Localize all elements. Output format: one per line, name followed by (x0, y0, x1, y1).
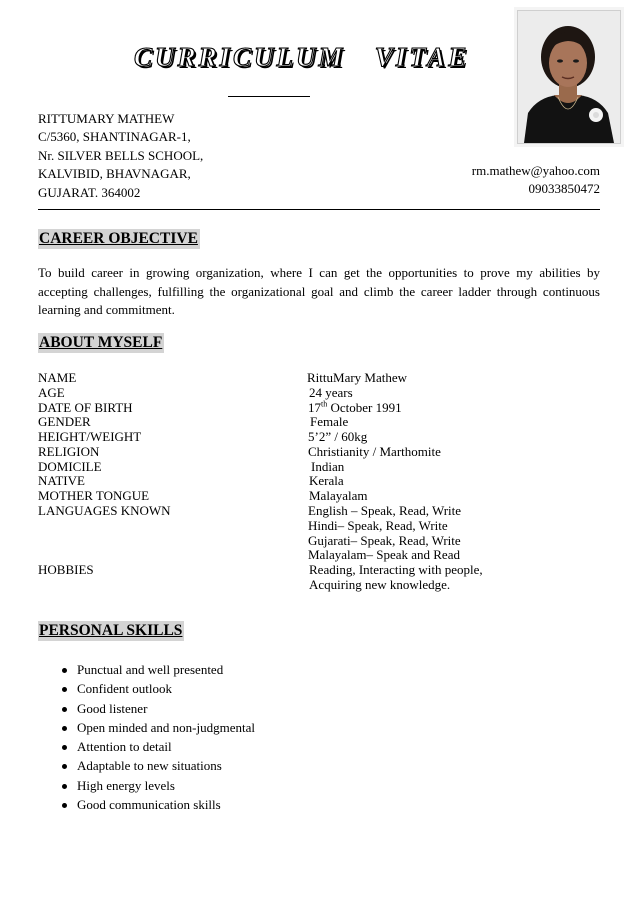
name-value: RittuMary Mathew (307, 370, 408, 385)
dob-day: 17 (308, 400, 321, 415)
height-weight-label: HEIGHT/WEIGHT (38, 429, 142, 444)
bullet-icon (62, 745, 67, 750)
about-myself-heading: ABOUT MYSELF (39, 334, 163, 351)
career-objective-heading: CAREER OBJECTIVE (39, 230, 198, 247)
skill-text: Good listener (77, 700, 148, 716)
phone-number: 09033850472 (528, 181, 600, 197)
native-label: NATIVE (38, 473, 85, 488)
personal-skills-heading: PERSONAL SKILLS (39, 622, 183, 639)
list-item (62, 776, 255, 795)
header-divider (38, 209, 600, 210)
mother-tongue-value: Malayalam (309, 488, 368, 503)
list-item (62, 660, 255, 679)
religion-value: Christianity / Marthomite (308, 444, 441, 459)
skill-text: Adaptable to new situations (77, 758, 222, 774)
age-label: AGE (38, 385, 65, 400)
address-line: C/5360, SHANTINAGAR-1, (38, 129, 191, 145)
title-underline (228, 96, 310, 97)
skill-text: Confident outlook (77, 681, 172, 697)
religion-label: RELIGION (38, 444, 100, 459)
bullet-icon (62, 707, 67, 712)
hobbies-value (309, 563, 483, 593)
gender-label: GENDER (38, 414, 91, 429)
address-block (38, 110, 203, 202)
language-item: Malayalam– Speak and Read (308, 547, 460, 563)
skill-text: Attention to detail (77, 739, 172, 755)
address-line: KALVIBID, BHAVNAGAR, (38, 166, 191, 182)
list-item (62, 737, 255, 756)
age-value: 24 years (309, 385, 353, 400)
address-line: Nr. SILVER BELLS SCHOOL, (38, 147, 204, 163)
skill-text: Punctual and well presented (77, 662, 224, 677)
list-item (62, 756, 255, 775)
domicile-label: DOMICILE (38, 459, 102, 474)
languages-value (308, 504, 461, 563)
dob-label: DATE OF BIRTH (38, 400, 133, 415)
bullet-icon (62, 764, 67, 769)
page-title: CURRICULUM VITAE (134, 42, 470, 72)
dob-month-year: October 1991 (330, 400, 402, 415)
list-item (62, 795, 255, 814)
list-item (62, 718, 255, 737)
language-item: Gujarati– Speak, Read, Write (308, 532, 461, 548)
skill-text: High energy levels (77, 777, 175, 793)
personal-skills-list (62, 660, 255, 814)
gender-value: Female (310, 414, 349, 429)
applicant-name: RITTUMARY MATHEW (38, 111, 175, 126)
name-label: NAME (38, 370, 77, 385)
domicile-value: Indian (311, 459, 345, 474)
height-weight-value: 5’2” / 60kg (308, 429, 368, 444)
bullet-icon (62, 726, 67, 731)
portrait-photo (517, 10, 621, 144)
portrait-icon (518, 11, 620, 143)
hobbies-label: HOBBIES (38, 562, 94, 577)
dob-suffix: th (321, 399, 328, 409)
language-item: Hindi– Speak, Read, Write (308, 517, 448, 533)
bullet-icon (62, 668, 67, 673)
career-objective-text: To build career in growing organization, where I can get the opportunities to prove my abilities by accepting challenges, fulfilling the organizational goal and climb the career ladder through continuous learning and commitment. (38, 265, 600, 317)
address-line: GUJARAT. 364002 (38, 184, 141, 200)
languages-label: LANGUAGES KNOWN (38, 503, 171, 518)
hobbies-line: Acquiring new knowledge. (309, 576, 451, 592)
skill-text: Open minded and non-judgmental (77, 719, 255, 735)
bullet-icon (62, 803, 67, 808)
bullet-icon (62, 784, 67, 789)
skill-text: Good communication skills (77, 797, 221, 813)
bullet-icon (62, 687, 67, 692)
contact-block (472, 162, 600, 199)
language-item: English – Speak, Read, Write (308, 503, 462, 518)
mother-tongue-label: MOTHER TONGUE (38, 488, 150, 503)
list-item (62, 679, 255, 698)
native-value: Kerala (309, 473, 344, 488)
email-link[interactable]: rm.mathew@yahoo.com (471, 163, 600, 178)
hobbies-line: Reading, Interacting with people, (309, 562, 483, 577)
list-item (62, 699, 255, 718)
